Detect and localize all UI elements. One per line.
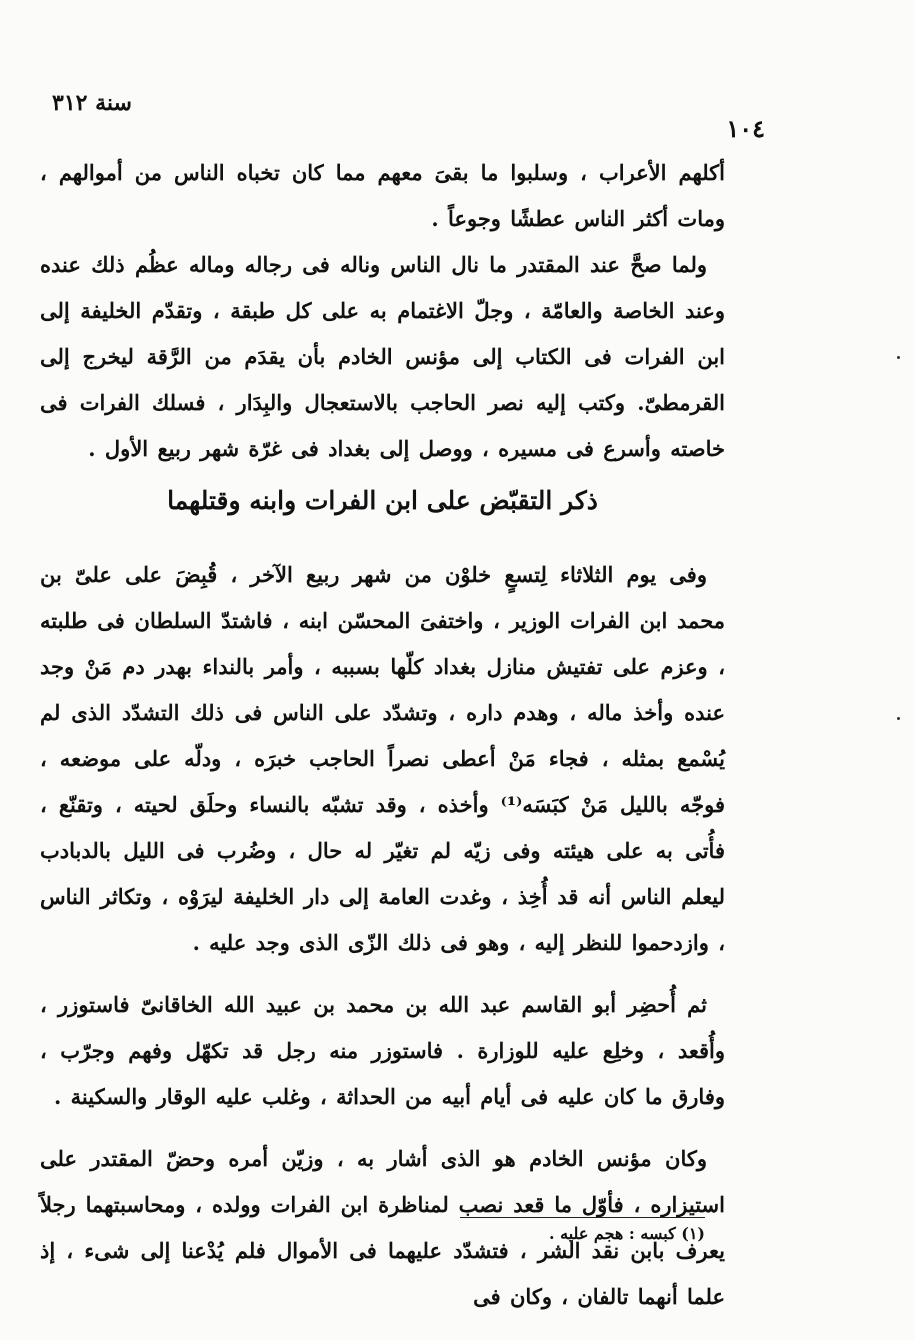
running-header-year: سنة ٣١٢ bbox=[52, 90, 132, 116]
scan-speck bbox=[897, 356, 900, 359]
paragraph: أكلهم الأعراب ، وسلبوا ما بقىَ معهم مما كان تخباه الناس من أموالهم ، ومات أكثر الناس عطشًا وجوعاً . bbox=[40, 160, 725, 231]
paragraph: وفى يوم الثلاثاء لِتسعٍ خلوْن من شهر ربيع الآخر ، قُبِضَ على علىّ بن محمد ابن الفرات الوزير ، واختفىَ المحسّن ابنه ، فاشتدّ السلطان فى طلبته ، وعزم على تفتيش منازل بغداد كلّها بسببه ، وأمر بالنداء بهدر دم مَنْ وجد عنده وأخذ ماله ، وهدم داره ، وتشدّد على الناس فى ذلك التشدّد الذى لم يُسْمع بمثله ، فجاء مَنْ أعطى نصراً الحاجب خبرَه ، ودلّه على موضعه ، فوجّه بالليل مَنْ كبَسَه⁽¹⁾ وأخذه ، وقد تشبّه بالنساء وحلَق لحيته ، وتقنّع ، فأُتى به على هيئته وفى زيّه لم تغيّر له حال ، وضُرب فى الليل بالدبادب ليعلم الناس أنه قد أُخِذ ، وغدت العامة إلى دار الخليفة ليرَوْه ، وتكاثر الناس ، وازدحموا للنظر إليه ، وهو فى ذلك الزّى الذى وجد عليه . bbox=[40, 562, 725, 955]
paragraph: ثم أُحضِر أبو القاسم عبد الله بن محمد بن عبيد الله الخاقانىّ فاستوزر ، وأُقعد ، وخلِع عليه للوزارة . فاستوزر منه رجل قد تكهّل وفهم وجرّب ، وفارق ما كان عليه فى أيام أبيه من الحداثة ، وغلب عليه الوقار والسكينة . bbox=[40, 992, 725, 1109]
scan-speck bbox=[897, 717, 900, 720]
section-heading: ذكر التقبّض على ابن الفرات وابنه وقتلهما bbox=[167, 486, 598, 515]
paragraph: وكان مؤنس الخادم هو الذى أشار به ، وزيّن أمره وحضّ المقتدر على استيزاره ، فأوّل ما قعد نصب لمناظرة ابن الفرات وولده ، ومحاسبتهما رجلاً يعرف بابن نقد الشر ، فتشدّد عليهما فى الأموال فلم يُدْعنا إلى شىء ، إذ علما أنهما تالفان ، وكان فى bbox=[40, 1146, 725, 1309]
page-number: ١٠٤ bbox=[726, 114, 765, 143]
footnote-divider bbox=[460, 1217, 705, 1218]
footnote: (١) كبسه : هجم عليه . bbox=[548, 1224, 705, 1243]
text-block-bottom bbox=[40, 552, 725, 1320]
paragraph: ولما صحَّ عند المقتدر ما نال الناس وناله فى رجاله وماله عظُم ذلك عنده وعند الخاصة والعامّة ، وجلّ الاغتمام به على كل طبقة ، وتقدّم الخليفة إلى ابن الفرات فى الكتاب إلى مؤنس الخادم بأن يقدَم من الرَّقة ليخرج إلى القرمطىّ. وكتب إليه نصر الحاجب بالاستعجال والبِدَار ، فسلك الفرات فى خاصته وأسرع فى مسيره ، ووصل إلى بغداد فى غرّة شهر ربيع الأول . bbox=[40, 252, 725, 461]
text-block-top bbox=[40, 150, 725, 472]
